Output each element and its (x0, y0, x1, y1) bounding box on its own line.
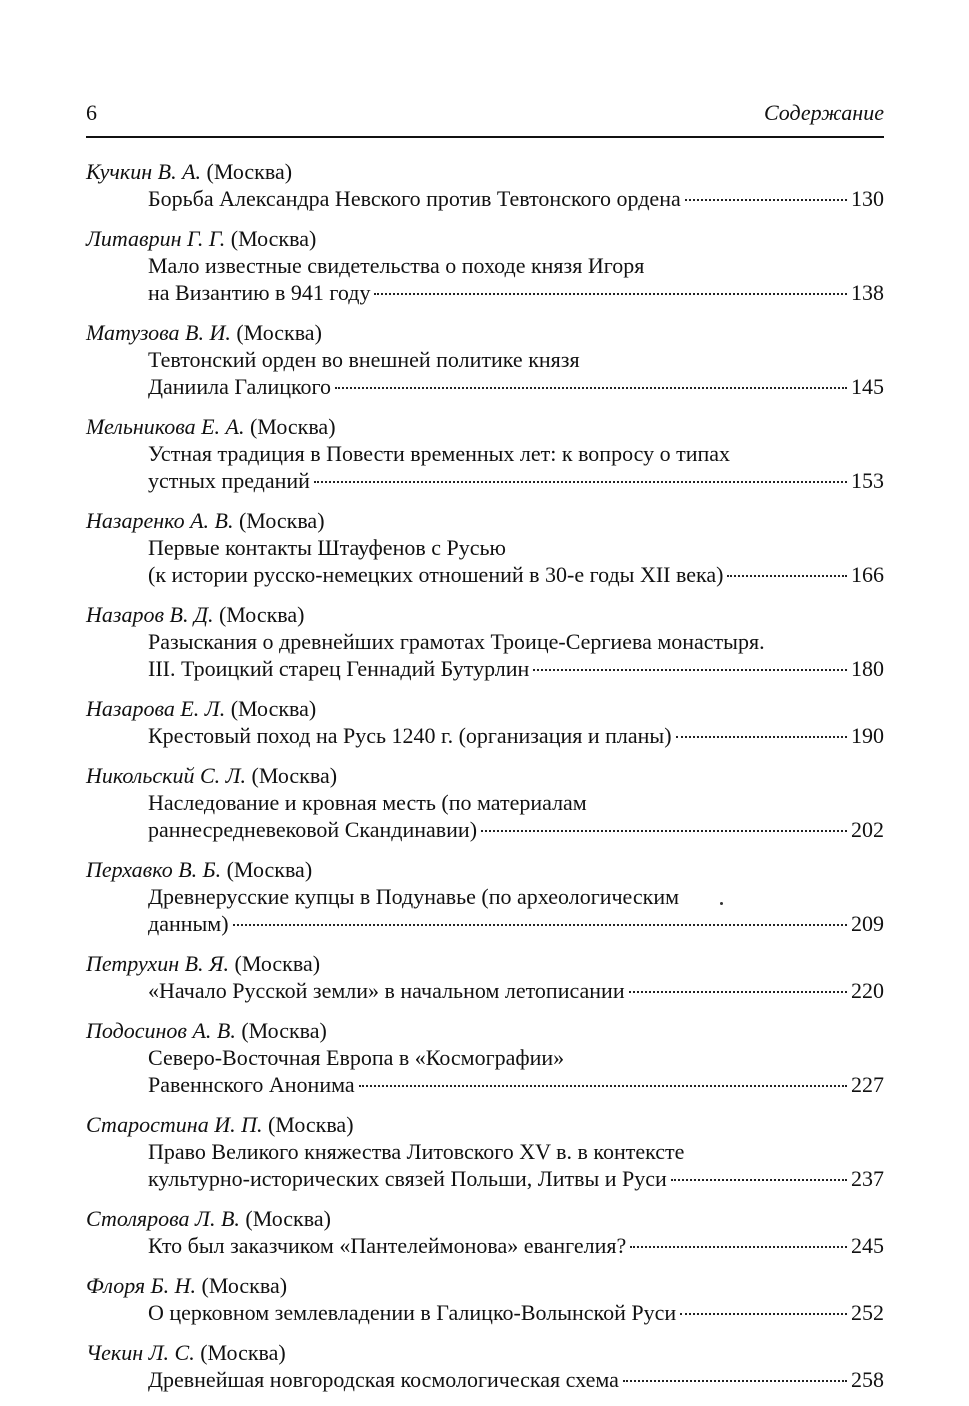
author-line (86, 1111, 884, 1138)
author-city: (Москва) (267, 1112, 354, 1137)
author-city: (Москва) (230, 226, 317, 251)
author-line (86, 950, 884, 977)
author-line (86, 413, 884, 440)
author-name: Петрухин В. Я. (86, 951, 230, 976)
article-title (86, 1299, 884, 1326)
toc-entry (86, 1272, 884, 1326)
title-last-line (148, 373, 884, 400)
article-title (86, 1044, 884, 1098)
toc-entry (86, 507, 884, 588)
page-reference: 237 (851, 1166, 884, 1191)
title-line: Первые контакты Штауфенов с Русью (148, 535, 506, 560)
toc-entry (86, 601, 884, 682)
title-last-line (148, 910, 884, 937)
author-city: (Москва) (249, 414, 336, 439)
running-head (86, 96, 884, 130)
author-name: Чекин Л. С. (86, 1340, 195, 1365)
title-line: Крестовый поход на Русь 1240 г. (организация и планы) (148, 723, 672, 748)
title-last-line (148, 467, 884, 494)
toc-entry (86, 950, 884, 1004)
title-line: Устная традиция в Повести временных лет: к вопросу о типах (148, 441, 731, 466)
dot-leader (374, 293, 847, 295)
title-line: Мало известные свидетельства о походе князя Игоря (148, 253, 645, 278)
title-last-line (148, 722, 884, 749)
dot-leader (623, 1380, 847, 1382)
toc-entry (86, 319, 884, 400)
author-line (86, 695, 884, 722)
article-title (86, 346, 884, 400)
title-last-line (148, 1299, 884, 1326)
article-title (86, 977, 884, 1004)
toc-entry (86, 225, 884, 306)
toc-entry (86, 413, 884, 494)
title-line: Борьба Александра Невского против Тевтонского ордена (148, 186, 681, 211)
author-city: (Москва) (241, 1018, 327, 1043)
title-line: Право Великого княжества Литовского XV в. в контексте (148, 1139, 685, 1164)
title-line: Равеннского Анонима (148, 1072, 355, 1097)
title-line: Даниила Галицкого (148, 374, 332, 399)
page-reference: 258 (851, 1367, 884, 1392)
article-title (86, 1232, 884, 1259)
author-line (86, 1017, 884, 1044)
dot-leader (629, 991, 847, 993)
author-line (86, 1272, 884, 1299)
toc-entry (86, 158, 884, 212)
author-city: (Москва) (238, 508, 325, 533)
article-title (86, 1138, 884, 1192)
author-line (86, 1339, 884, 1366)
page-reference: 166 (851, 562, 884, 587)
author-line (86, 319, 884, 346)
title-last-line (148, 655, 884, 682)
page-reference: 209 (851, 911, 884, 936)
page-reference: 202 (851, 817, 884, 842)
author-city: (Москва) (200, 1340, 286, 1365)
title-line: Разыскания о древнейших грамотах Троице-Сергиева монастыря. (148, 629, 765, 654)
page-reference: 138 (851, 280, 884, 305)
dot-leader (481, 830, 847, 832)
title-last-line (148, 1071, 884, 1098)
article-title (86, 789, 884, 843)
dot-leader (685, 199, 847, 201)
title-last-line (148, 1232, 884, 1259)
toc-entry (86, 695, 884, 749)
dot-leader (727, 575, 847, 577)
toc-page (86, 96, 884, 1406)
dot-leader (335, 387, 847, 389)
author-name: Флоря Б. Н. (86, 1273, 197, 1298)
page-reference: 190 (851, 723, 884, 748)
page-reference: 252 (851, 1300, 884, 1325)
section-title: Содержание (763, 100, 884, 125)
title-last-line (148, 1366, 884, 1393)
author-line (86, 762, 884, 789)
article-title (86, 440, 884, 494)
author-name: Кучкин В. А. (86, 159, 202, 184)
author-line (86, 1205, 884, 1232)
dot-leader (676, 736, 847, 738)
article-title (86, 534, 884, 588)
author-name: Старостина И. П. (86, 1112, 263, 1137)
title-line: Древнерусские купцы в Подунавье (по археологическим (148, 884, 680, 909)
dot-leader (671, 1179, 847, 1181)
article-title (86, 1366, 884, 1393)
author-city: (Москва) (201, 1273, 288, 1298)
header-rule (86, 136, 884, 138)
dot-leader (680, 1313, 847, 1315)
author-name: Перхавко В. Б. (86, 857, 222, 882)
title-line: О церковном землевладении в Галицко-Волынской Руси (148, 1300, 677, 1325)
toc-entry (86, 1017, 884, 1098)
title-line: Северо-Восточная Европа в «Космографии» (148, 1045, 565, 1070)
toc-entries (86, 158, 884, 1393)
toc-entry (86, 856, 884, 937)
author-name: Назаров В. Д. (86, 602, 214, 627)
title-line: Древнейшая новгородская космологическая схема (148, 1367, 619, 1392)
page-reference: 227 (851, 1072, 884, 1097)
title-line: Наследование и кровная месть (по материалам (148, 790, 587, 815)
dot-leader (233, 924, 847, 926)
title-last-line (148, 185, 884, 212)
title-line: (к истории русско-немецких отношений в 30-е годы XII века) (148, 562, 724, 587)
page-reference: 153 (851, 468, 884, 493)
toc-entry (86, 1339, 884, 1393)
author-name: Мельникова Е. А. (86, 414, 245, 439)
page-reference: 180 (851, 656, 884, 681)
dot-leader (630, 1246, 847, 1248)
dot-leader (533, 669, 847, 671)
title-last-line (148, 279, 884, 306)
page-reference: 145 (851, 374, 884, 399)
author-city: (Москва) (251, 763, 338, 788)
page-reference: 245 (851, 1233, 884, 1258)
title-last-line (148, 1165, 884, 1192)
author-city: (Москва) (245, 1206, 331, 1231)
author-name: Назаренко А. В. (86, 508, 234, 533)
title-last-line (148, 977, 884, 1004)
author-name: Никольский С. Л. (86, 763, 247, 788)
author-name: Столярова Л. В. (86, 1206, 240, 1231)
title-line: III. Троицкий старец Геннадий Бутурлин (148, 656, 530, 681)
title-line: «Начало Русской земли» в начальном летописании (148, 978, 625, 1003)
author-line (86, 507, 884, 534)
author-name: Подосинов А. В. (86, 1018, 236, 1043)
author-line (86, 158, 884, 185)
title-line: устных преданий (148, 468, 310, 493)
dot-leader (314, 481, 847, 483)
toc-entry (86, 762, 884, 843)
title-last-line (148, 816, 884, 843)
print-speck (720, 902, 723, 905)
author-line (86, 856, 884, 883)
page-number: 6 (86, 100, 97, 125)
title-line: культурно-исторических связей Польши, Литвы и Руси (148, 1166, 667, 1191)
article-title (86, 722, 884, 749)
author-city: (Москва) (206, 159, 293, 184)
page-reference: 130 (851, 186, 884, 211)
author-name: Матузова В. И. (86, 320, 231, 345)
author-city: (Москва) (236, 320, 322, 345)
author-line (86, 225, 884, 252)
author-city: (Москва) (234, 951, 321, 976)
author-city: (Москва) (230, 696, 317, 721)
toc-entry (86, 1111, 884, 1192)
title-line: данным) (148, 911, 229, 936)
page-reference: 220 (851, 978, 884, 1003)
article-title (86, 628, 884, 682)
title-line: на Византию в 941 году (148, 280, 371, 305)
toc-entry (86, 1205, 884, 1259)
author-city: (Москва) (218, 602, 305, 627)
dot-leader (359, 1085, 847, 1087)
article-title (86, 883, 884, 937)
title-line: Кто был заказчиком «Пантелеймонова» евангелия? (148, 1233, 627, 1258)
author-name: Литаврин Г. Г. (86, 226, 226, 251)
title-line: Тевтонский орден во внешней политике князя (148, 347, 580, 372)
article-title (86, 252, 884, 306)
title-line: раннесредневековой Скандинавии) (148, 817, 478, 842)
article-title (86, 185, 884, 212)
author-city: (Москва) (226, 857, 313, 882)
author-name: Назарова Е. Л. (86, 696, 226, 721)
title-last-line (148, 561, 884, 588)
author-line (86, 601, 884, 628)
